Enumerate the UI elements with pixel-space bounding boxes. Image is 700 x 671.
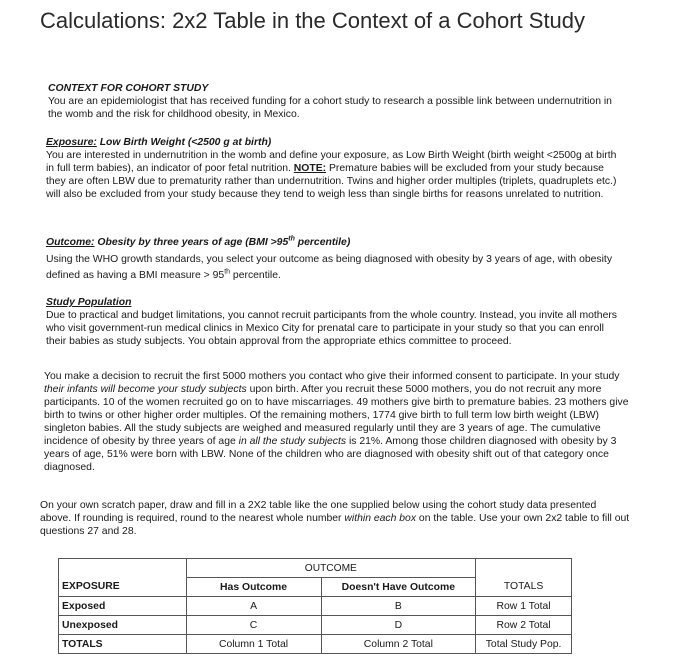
recruitment-text-part3: is 21%. Among those children diagnosed with obesity by 3 years of age, 51% were born with LBW. None of the children who are diagnosed with obesity shift out of that category once diagnosed. <box>44 436 617 473</box>
population-heading: Study Population <box>46 297 132 308</box>
table-cell: C <box>186 616 321 635</box>
outcome-heading-text: Obesity by three years of age (BMI >95 <box>94 237 289 248</box>
exposure-text-part2: Premature babies will be excluded from your study because they are often LBW due to prematurity rather than undernutrition. Twins and higher order multiples (triplets, quadruplets etc.) will also be excluded from your study because they tend to weigh less than single births for reasons unrelated to nutrition. <box>46 163 617 200</box>
exposure-section <box>46 136 626 201</box>
outcome-heading-tail: percentile) <box>294 237 351 248</box>
table-row <box>59 597 572 616</box>
recruitment-text-italic2: in all the study subjects <box>238 436 347 447</box>
exposure-note-label: NOTE: <box>293 163 327 174</box>
outcome-text-part1: Using the WHO growth standards, you select your outcome as being diagnosed with obesity by 3 years of age, with obesity defined as having a BMI measure > 95 <box>46 254 613 281</box>
page-title: Calculations: 2x2 Table in the Context of a Cohort Study <box>40 8 586 33</box>
context-section <box>48 82 628 121</box>
outcome-text-part2: percentile. <box>230 270 281 281</box>
context-heading: CONTEXT FOR COHORT STUDY <box>48 83 209 94</box>
table-header-row <box>59 578 572 597</box>
population-section <box>46 296 626 348</box>
exposure-text-part1: You are interested in undernutrition in the womb and define your exposure, as Low Birth Weight (birth weight <2500g at birth in full term babies), an indicator of poor fetal nutrition. <box>46 150 617 174</box>
table-header-exposure: EXPOSURE <box>59 578 187 597</box>
table-cell: Row 1 Total <box>476 597 572 616</box>
table-row-label: Unexposed <box>59 616 187 635</box>
table-cell: Column 1 Total <box>186 635 321 654</box>
outcome-section <box>46 236 626 284</box>
population-text: Due to practical and budget limitations, you cannot recruit participants from the whole country. Instead, you invite all mothers who visit government-run medical clinics in Mexico City for prenatal care to participate in your study so that you can enroll their babies as study subjects. You obtain approval from the appropriate ethics committee to proceed. <box>46 310 618 347</box>
outcome-text <box>46 252 626 284</box>
table-cell-blank <box>59 559 187 578</box>
exposure-text <box>46 149 626 201</box>
instructions-text-italic: within each box <box>344 513 417 524</box>
outcome-heading-sup: th <box>288 235 295 243</box>
table-row-label: TOTALS <box>59 635 187 654</box>
context-text: You are an epidemiologist that has received funding for a cohort study to research a possible link between undernutrition in the womb and the risk for childhood obesity, in Mexico. <box>48 96 612 120</box>
outcome-heading <box>46 236 626 249</box>
exposure-heading-text: Low Birth Weight (<2500 g at birth) <box>96 137 272 148</box>
table-header-no-outcome: Doesn't Have Outcome <box>321 578 476 597</box>
population-heading-wrap <box>46 296 626 309</box>
outcome-text-sup: th <box>224 268 231 276</box>
table-header-has-outcome: Has Outcome <box>186 578 321 597</box>
outcome-label: Outcome: <box>46 237 95 248</box>
exposure-label: Exposure: <box>46 137 97 148</box>
table-cell: B <box>321 597 476 616</box>
table-cell: Total Study Pop. <box>476 635 572 654</box>
table-row <box>59 635 572 654</box>
instructions-section <box>40 499 630 538</box>
table-cell: A <box>186 597 321 616</box>
table-row-label: Exposed <box>59 597 187 616</box>
recruitment-text-part1: You make a decision to recruit the first 5000 mothers you contact who give their informed consent to participate. In your study <box>44 371 620 382</box>
two-by-two-table <box>58 558 572 654</box>
table-cell: Column 2 Total <box>321 635 476 654</box>
table-cell-blank <box>476 559 572 578</box>
table-cell: Row 2 Total <box>476 616 572 635</box>
instructions-text-part2: on the table. Use your own 2x2 table to fill out questions 27 and 28. <box>40 513 630 537</box>
instructions-text-part1: On your own scratch paper, draw and fill in a 2X2 table like the one supplied below using the cohort study data presented above. If rounding is required, round to the nearest whole number <box>40 500 597 524</box>
recruitment-text-part2: upon birth. After you recruit these 5000 mothers, you do not recruit any more participants. 10 of the women recruited go on to have miscarriages. 49 mothers give birth to premature babies. 23 mothers give birth to twins or other higher order multiples. Of the remaining mothers, 1774 give birth to full term low birth weight (LBW) singleton babies. All the study subjects are weighed and measured regularly until they are 3 years of age. The cumulative incidence of obesity by three years of age <box>44 384 629 447</box>
recruitment-text-italic1: their infants will become your study subjects <box>44 384 247 395</box>
table-outcome-header: OUTCOME <box>186 559 476 578</box>
recruitment-section <box>44 370 630 474</box>
table-cell: D <box>321 616 476 635</box>
table-header-totals: TOTALS <box>476 578 572 597</box>
table-row <box>59 616 572 635</box>
exposure-heading <box>46 136 626 149</box>
table-outcome-row <box>59 559 572 578</box>
